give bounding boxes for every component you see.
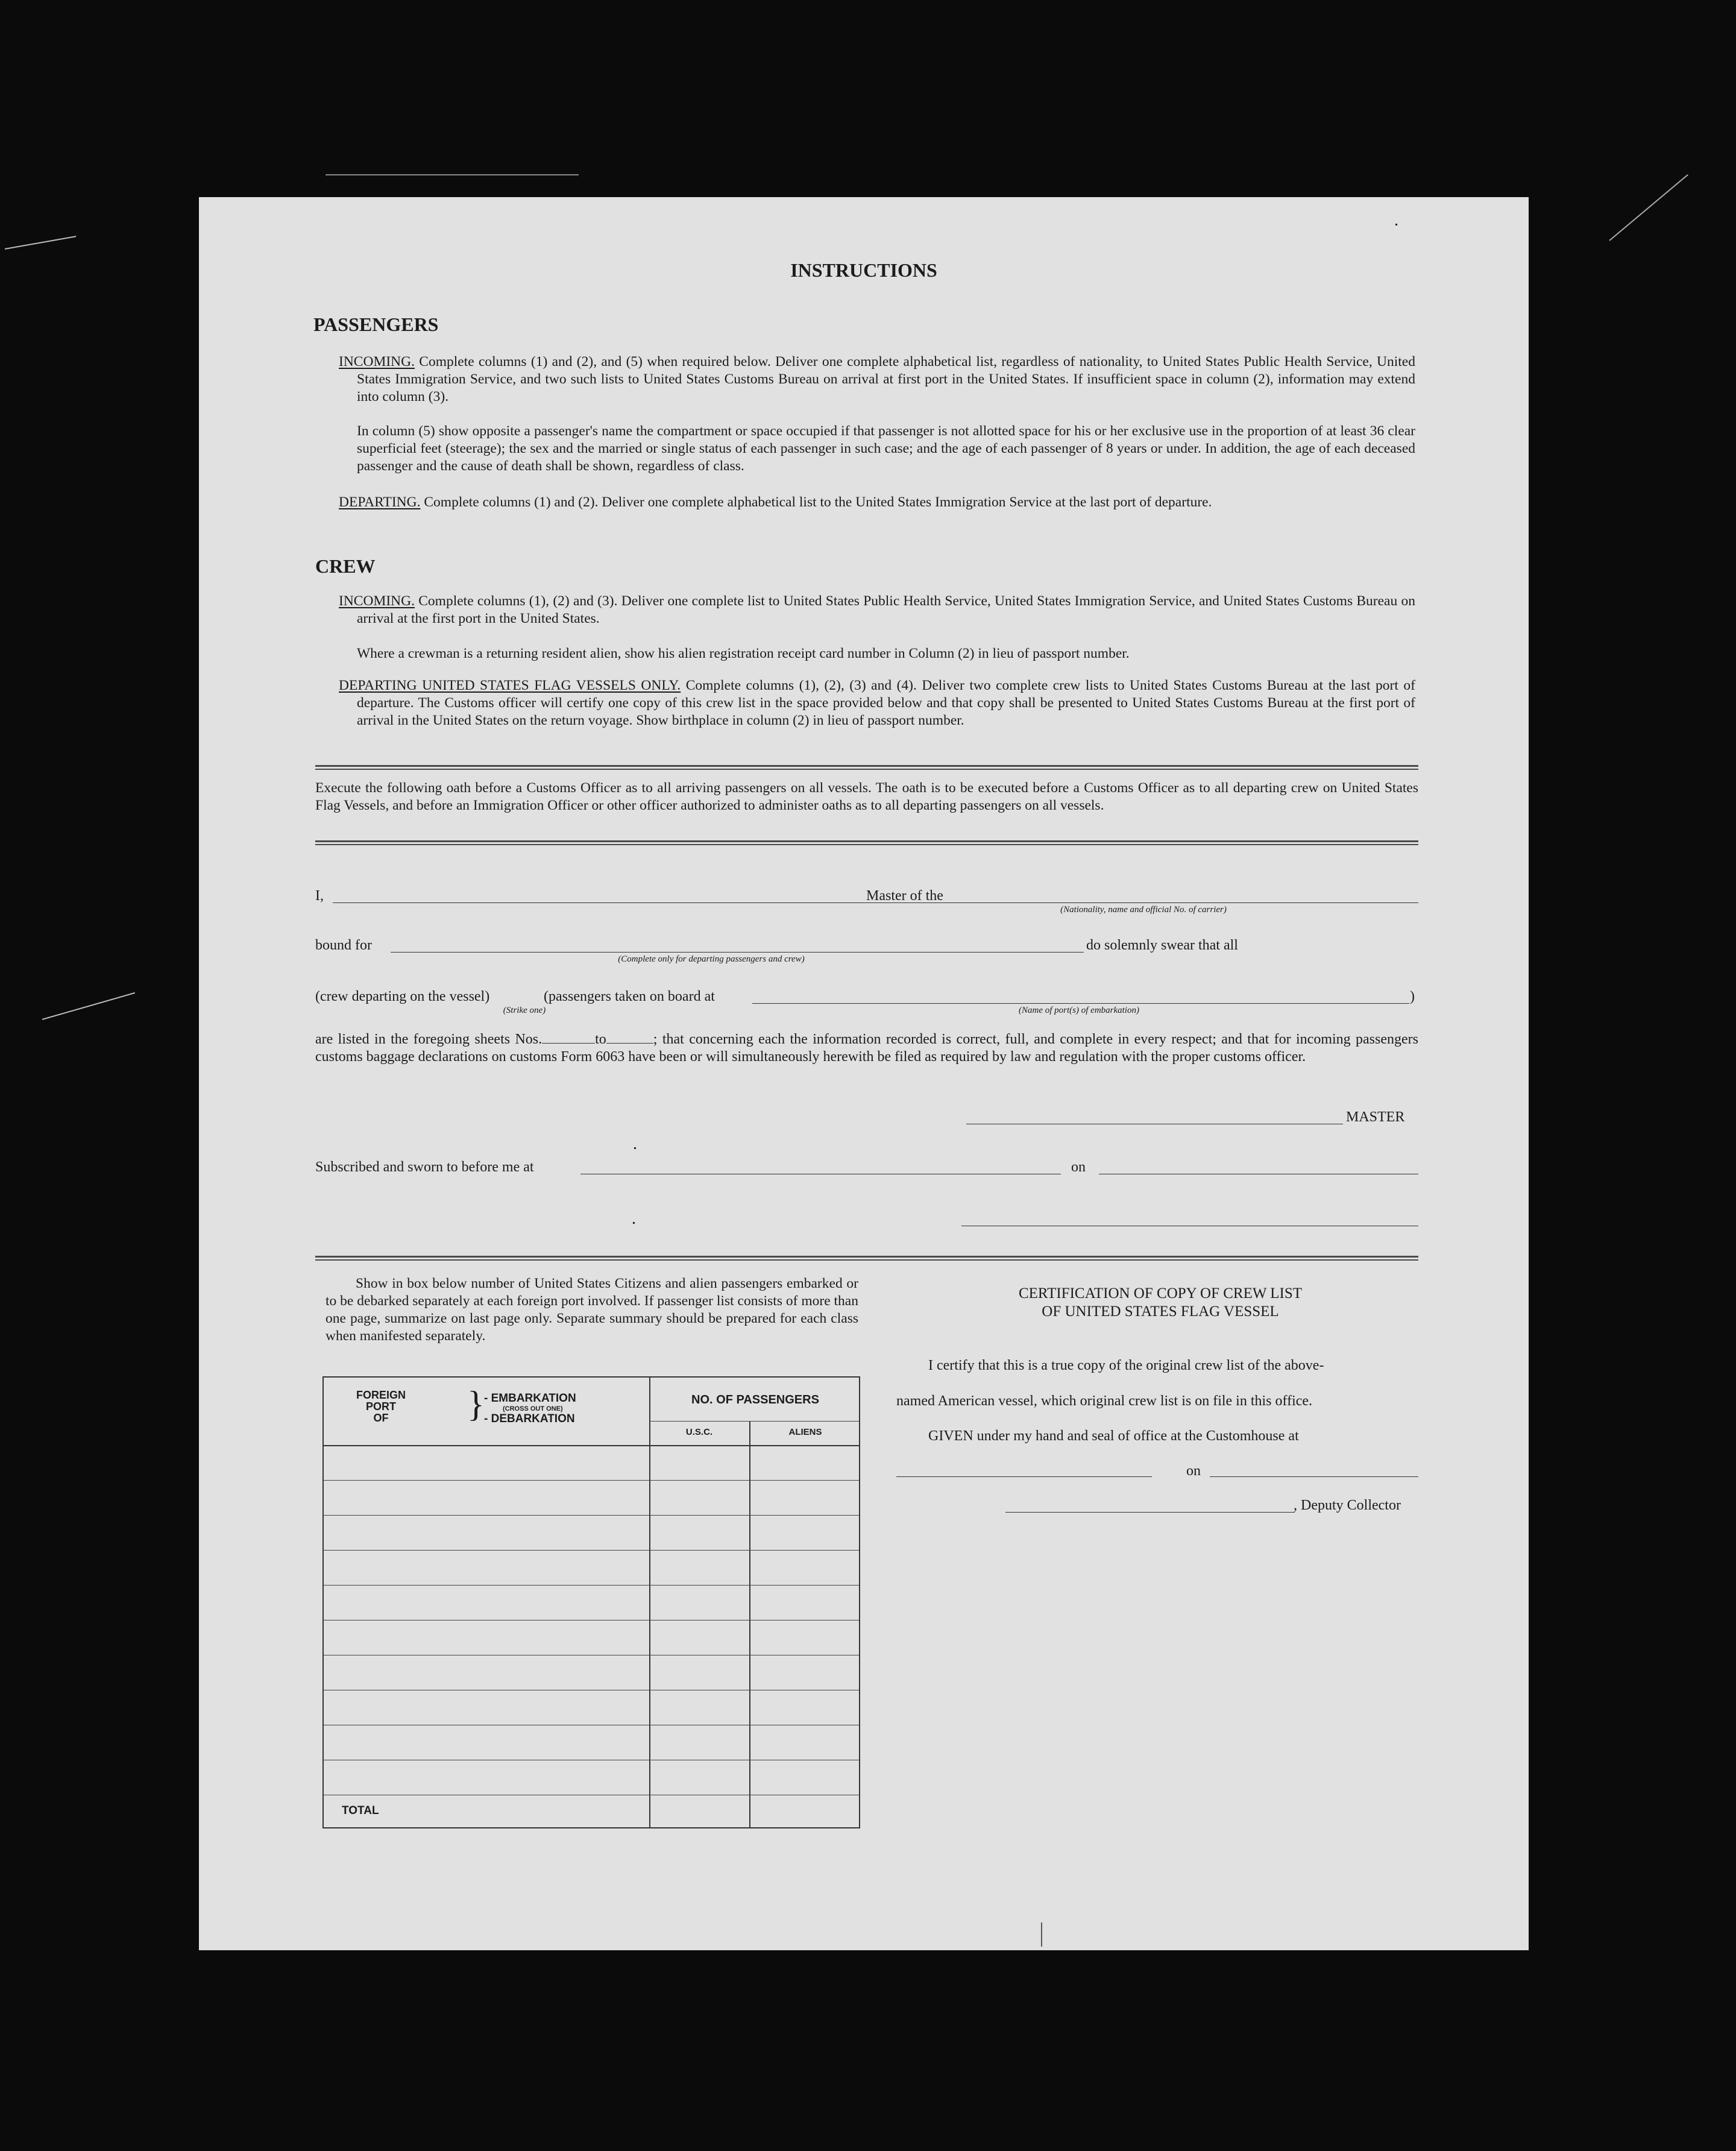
- sworn-on-label: on: [1071, 1159, 1086, 1175]
- foreign-port-of-label: [342, 1390, 420, 1424]
- listed-text-a: are listed in the foregoing sheets Nos.: [315, 1031, 542, 1047]
- speck: [633, 1222, 635, 1224]
- bound-for-label: bound for: [315, 937, 372, 953]
- brace-glyph: }: [467, 1384, 485, 1424]
- passenger-summary-table: [322, 1376, 860, 1828]
- port-label: PORT: [365, 1400, 396, 1412]
- crew-departing-option[interactable]: (crew departing on the vessel): [315, 989, 490, 1004]
- cert-on-label: on: [1186, 1463, 1201, 1479]
- passengers-heading: PASSENGERS: [313, 313, 439, 335]
- no-of-passengers-header: NO. OF PASSENGERS: [691, 1393, 819, 1406]
- of-label: OF: [373, 1412, 389, 1424]
- summary-instructions: Show in box below number of United States Citizens and alien passengers embarked or to be debarked separately at each foreign port involved. If passenger list consists of more than one page, summarize on last page only. Separate summary should be prepared for each class when manifested separately.: [326, 1276, 858, 1344]
- embarkation-port-field[interactable]: [752, 1003, 1409, 1004]
- passengers-incoming-text: Complete columns (1) and (2), and (5) when required below. Deliver one complete alphabetical list, regardless of nationality, to United States Public Health Service, United States Immigration Service, and two such lists to United States Customs Bureau on arrival at first port in the United States. If insufficient space in column (2), information may extend into column (3).: [357, 354, 1415, 405]
- crew-incoming-paragraph: [339, 593, 1415, 628]
- customhouse-field[interactable]: [896, 1476, 1152, 1477]
- col-divider-2: [749, 1421, 750, 1827]
- embarkation-label: - EMBARKATION: [484, 1392, 576, 1405]
- page-title: INSTRUCTIONS: [790, 259, 937, 281]
- certify-line-b: named American vessel, which original crew list is on file in this office.: [896, 1393, 1313, 1409]
- header-divider-1: [649, 1421, 859, 1422]
- deputy-collector-label: , Deputy Collector: [1294, 1498, 1401, 1513]
- passengers-taken-option[interactable]: (passengers taken on board at: [544, 989, 715, 1004]
- debarkation-label: - DEBARKATION: [484, 1412, 575, 1425]
- certification-heading: [898, 1285, 1423, 1321]
- given-line: GIVEN under my hand and seal of office at the Customhouse at: [928, 1428, 1299, 1444]
- document-page: [199, 197, 1529, 1950]
- bound-for-hint: (Complete only for departing passengers and crew): [618, 954, 805, 964]
- speck: [634, 1147, 636, 1149]
- passengers-departing-text: Complete columns (1) and (2). Deliver one complete alphabetical list to the United States Immigration Service at the last port of departure.: [420, 494, 1212, 510]
- aliens-header: ALIENS: [788, 1427, 822, 1437]
- passengers-incoming-label: INCOMING.: [339, 354, 415, 370]
- crew-incoming-label: INCOMING.: [339, 593, 415, 609]
- strike-one-hint: (Strike one): [503, 1006, 546, 1015]
- crew-departing-text: Complete columns (1), (2), (3) and (4). Deliver two complete crew lists to United States Customs Bureau at the last port of departure. The Customs officer will certify one copy of this crew list in the space provided below and that copy shall be presented to United States Customs Bureau at the first port of arrival in the United States on the return voyage. Show birthplace in column (2) in lieu of passport number.: [357, 678, 1415, 728]
- usc-header: U.S.C.: [685, 1427, 713, 1437]
- crew-heading: CREW: [315, 555, 376, 577]
- oath-instructions: Execute the following oath before a Customs Officer as to all arriving passengers on all vessels. The oath is to be executed before a Customs Officer as to all departing crew on United States Flag Vessels, and before an Immigration Officer or other officer authorized to administer oaths as to all departing passengers on all vessels.: [315, 780, 1418, 813]
- table-row[interactable]: [324, 1480, 859, 1481]
- oath-i-label: I,: [315, 888, 324, 904]
- listed-paragraph: [315, 1031, 1418, 1066]
- table-row[interactable]: [324, 1550, 859, 1551]
- subscribed-label: Subscribed and sworn to before me at: [315, 1159, 534, 1175]
- table-row[interactable]: [324, 1515, 859, 1516]
- divider-bottom: [315, 1256, 1418, 1261]
- total-label: TOTAL: [342, 1804, 379, 1817]
- port-hint: (Name of port(s) of embarkation): [1019, 1006, 1139, 1015]
- crew-resident-paragraph: Where a crewman is a returning resident alien, show his alien registration receipt card number in Column (2) in lieu of passport number.: [357, 646, 1130, 661]
- divider-oath: [315, 840, 1418, 845]
- close-paren: ): [1410, 989, 1415, 1004]
- bound-for-field[interactable]: [391, 952, 1084, 953]
- listed-to-label: to: [595, 1031, 606, 1047]
- master-of-label: Master of the: [866, 888, 943, 904]
- header-divider-2: [324, 1445, 859, 1446]
- cert-date-field[interactable]: [1210, 1476, 1418, 1477]
- swear-label: do solemnly swear that all: [1086, 937, 1238, 953]
- master-label: MASTER: [1346, 1109, 1405, 1125]
- divider-top: [315, 765, 1418, 770]
- deputy-signature-field[interactable]: [1005, 1512, 1295, 1513]
- speck: [1041, 1923, 1042, 1947]
- passengers-column5-paragraph: In column (5) show opposite a passenger's name the compartment or space occupied if that passenger is not allotted space for his or her exclusive use in the proportion of at least 36 clear superficial feet (steerage); the sex and the married or single status of each passenger in such case; and the age of each passenger of 8 years or under. In addition, the age of each deceased passenger and the cause of death shall be shown, regardless of class.: [357, 423, 1415, 474]
- speck: [1395, 224, 1397, 225]
- listed-text-b: ; that concerning each the information recorded is correct, full, and complete in every respect; and that for incoming passengers customs baggage declarations on customs Form 6063 have been or will simultaneously herewith be filed as required by law and regulation with the proper customs officer.: [315, 1031, 1418, 1065]
- nationality-hint: (Nationality, name and official No. of carrier): [1060, 905, 1227, 915]
- sheet-from-field[interactable]: [542, 1043, 595, 1044]
- foreign-label: FOREIGN: [356, 1389, 406, 1401]
- carrier-field[interactable]: [963, 902, 1418, 903]
- cross-out-label: (CROSS OUT ONE): [503, 1405, 563, 1412]
- sheet-to-field[interactable]: [606, 1043, 653, 1044]
- crew-incoming-text: Complete columns (1), (2) and (3). Deliver one complete list to United States Public Health Service, United States Immigration Service, and United States Customs Bureau on arrival at the first port in the United States.: [357, 593, 1415, 626]
- crew-departing-paragraph: [339, 677, 1415, 729]
- passengers-departing-paragraph: [339, 494, 1415, 511]
- certification-heading-line2: OF UNITED STATES FLAG VESSEL: [1042, 1303, 1279, 1320]
- table-row[interactable]: [324, 1585, 859, 1586]
- certification-heading-line1: CERTIFICATION OF COPY OF CREW LIST: [1018, 1285, 1303, 1302]
- crew-departing-label: DEPARTING UNITED STATES FLAG VESSELS ONLY.: [339, 678, 681, 693]
- certify-line-a: I certify that this is a true copy of the original crew list of the above-: [928, 1358, 1324, 1373]
- passengers-departing-label: DEPARTING.: [339, 494, 421, 510]
- passengers-incoming-paragraph: [339, 353, 1415, 406]
